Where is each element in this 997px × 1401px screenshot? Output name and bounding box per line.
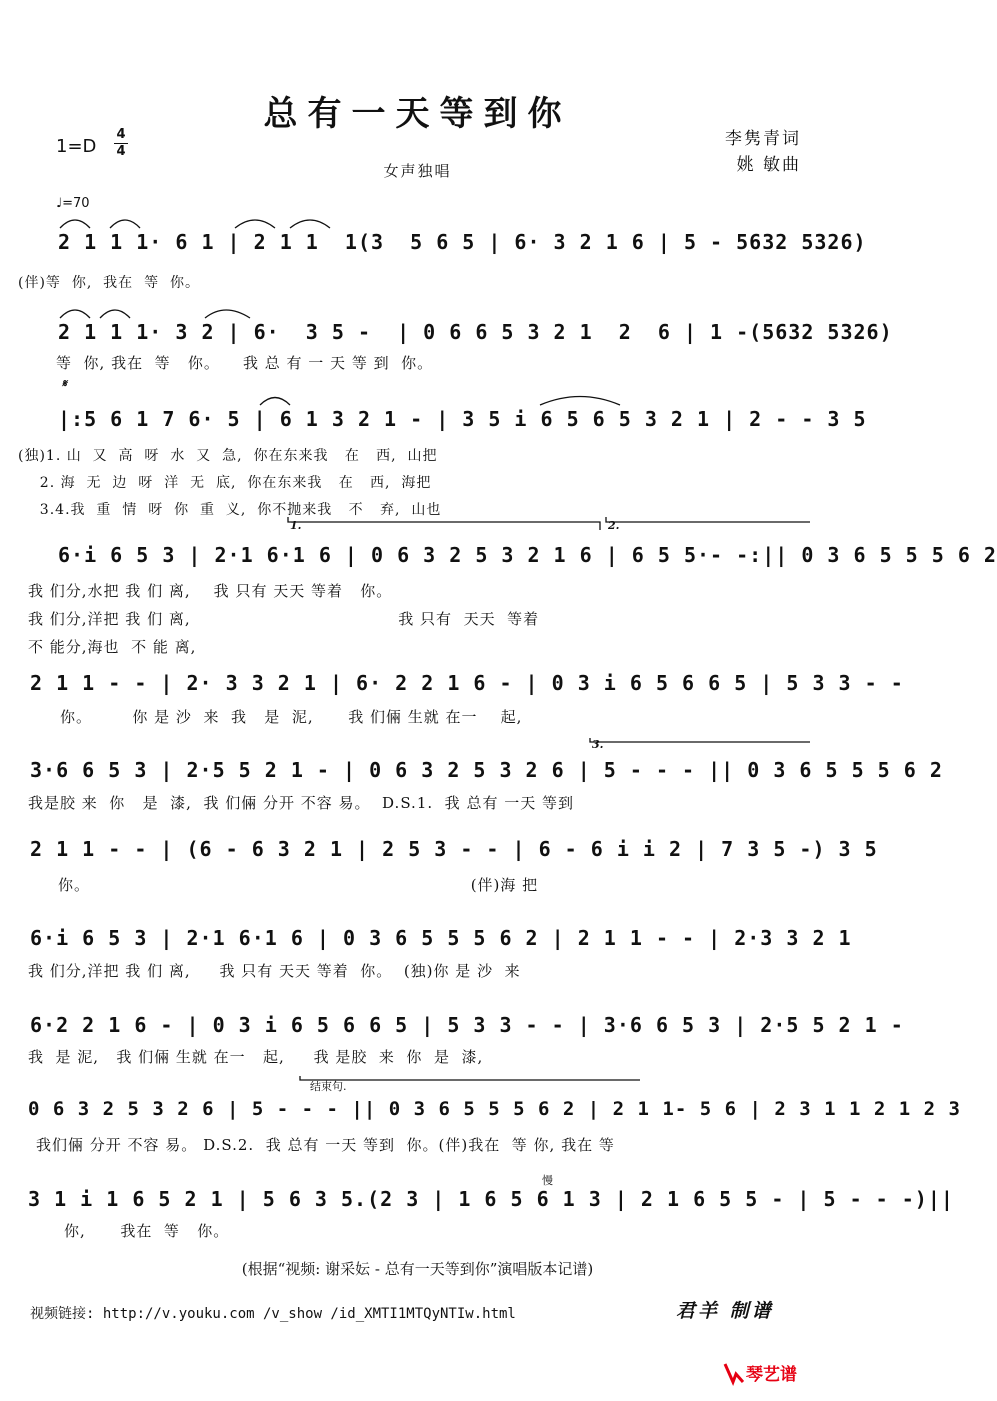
qinyipu-logo-icon	[722, 1360, 746, 1386]
lyric-line-4c: 不 能分,海也 不 能 离,	[28, 638, 197, 656]
lyric-line-4b: 我 们分,洋把 我 们 离, 我 只有 天天 等着	[28, 610, 540, 628]
notation-line-7: 2 1 1 - - | (6 - 6 3 2 1 | 2 5 3 - - | 6 - 6 i i 2 | 7 3 5 -) 3 5	[30, 837, 878, 861]
notation-line-5: 2 1 1 - - | 2· 3 3 2 1 | 6· 2 2 1 6 - | 0 3 i 6 5 6 6 5 | 5 3 3 - -	[30, 671, 904, 695]
composer-credit: 姚 敏曲	[736, 155, 801, 175]
notation-line-8: 6·i 6 5 3 | 2·1 6·1 6 | 0 3 6 5 5 5 6 2 | 2 1 1 - - | 2·3 3 2 1	[30, 926, 852, 950]
lyric-line-3a: (独)1. 山 又 高 呀 水 又 急, 你在东来我 在 西, 山把	[18, 448, 438, 464]
notation-line-9: 6·2 2 1 6 - | 0 3 i 6 5 6 6 5 | 5 3 3 - - | 3·6 6 5 3 | 2·5 5 2 1 -	[30, 1013, 904, 1037]
lyric-line-8: 我 们分,洋把 我 们 离, 我 只有 天天 等着 你。 (独)你 是 沙 来	[28, 962, 521, 980]
scribe-signature: 君羊 制谱	[676, 1300, 774, 1322]
notation-line-10: 0 6 3 2 5 3 2 6 | 5 - - - || 0 3 6 5 5 5 6 2 | 2 1 1- 5 6 | 2 3 1 1 2 1 2 3	[28, 1098, 961, 1120]
lyric-line-4a: 我 们分,水把 我 们 离, 我 只有 天天 等着 你。	[28, 582, 393, 600]
site-logo-text: 琴艺谱	[746, 1365, 797, 1385]
performance-type: 女声独唱	[383, 162, 452, 180]
lyric-line-6: 我是胶 来 你 是 漆, 我 们倆 分开 不容 易。 D.S.1. 我 总有 一天 等到	[28, 794, 574, 812]
time-numerator: 4	[116, 127, 126, 142]
slow-marking: 慢	[542, 1174, 553, 1187]
lyric-line-3b: 2. 海 无 边 呀 洋 无 底, 你在东来我 在 西, 海把	[18, 475, 432, 491]
lyricist-credit: 李隽青词	[725, 129, 801, 149]
time-denominator: 4	[116, 144, 126, 159]
notation-line-3: |:5 6 1 7 6· 5 | 6 1 3 2 1 - | 3 5 i 6 5 6 5 3 2 1 | 2 - - 3 5	[58, 407, 867, 431]
lyric-line-5: 你。 你 是 沙 来 我 是 泥, 我 们倆 生就 在一 起,	[60, 708, 523, 726]
notation-line-11: 3 1 i 1 6 5 2 1 | 5 6 3 5.(2 3 | 1 6 5 6 1 3 | 2 1 6 5 5 - | 5 - - -)||	[28, 1187, 954, 1211]
lyric-line-2: 等 你, 我在 等 你。 我 总 有 一 天 等 到 你。	[56, 354, 434, 372]
notation-line-4: 6·i 6 5 3 | 2·1 6·1 6 | 0 6 3 2 5 3 2 1 6 | 6 5 5·- -:|| 0 3 6 5 5 5 6 2	[58, 543, 997, 567]
volta-1-label: 1.	[290, 519, 302, 532]
segno-mark: 𝄋	[62, 377, 67, 390]
volta-2-label: 2.	[608, 519, 620, 532]
lyric-line-3c: 3.4.我 重 情 呀 你 重 义, 你不抛来我 不 弃, 山也	[18, 502, 442, 518]
lyric-line-11: 你, 我在 等 你。	[64, 1222, 230, 1240]
volta-3-label: 3.	[592, 738, 604, 751]
notation-line-2: 2 1 1 1· 3 2 | 6· 3 5 - | 0 6 6 5 3 2 1 2 6 | 1 -(5632 5326)	[58, 320, 893, 344]
video-link: 视频链接: http://v.youku.com /v_show /id_XMTI1MTQyNTIw.html	[30, 1306, 516, 1322]
key-signature: 1=D	[56, 136, 97, 157]
lyric-line-7: 你。 (伴)海 把	[58, 876, 539, 894]
lyric-line-9: 我 是 泥, 我 们倆 生就 在一 起, 我 是胶 来 你 是 漆,	[28, 1048, 484, 1066]
notation-line-6: 3·6 6 5 3 | 2·5 5 2 1 - | 0 6 3 2 5 3 2 6 | 5 - - - || 0 3 6 5 5 5 6 2	[30, 758, 943, 782]
song-title: 总有一天等到你	[263, 94, 572, 134]
transcription-source-note: (根据“视频: 谢采妘 - 总有一天等到你”演唱版本记谱)	[241, 1260, 594, 1278]
ending-label: 结束句.	[310, 1080, 347, 1093]
lyric-line-1: (伴)等 你, 我在 等 你。	[18, 275, 200, 291]
tempo-marking: ♩=70	[56, 196, 90, 211]
lyric-line-10: 我们倆 分开 不容 易。 D.S.2. 我 总有 一天 等到 你。(伴)我在 等 你, 我在 等	[36, 1136, 615, 1154]
notation-line-1: 2 1 1 1· 6 1 | 2 1 1 1(3 5 6 5 | 6· 3 2 1 6 | 5 - 5632 5326)	[58, 230, 867, 254]
